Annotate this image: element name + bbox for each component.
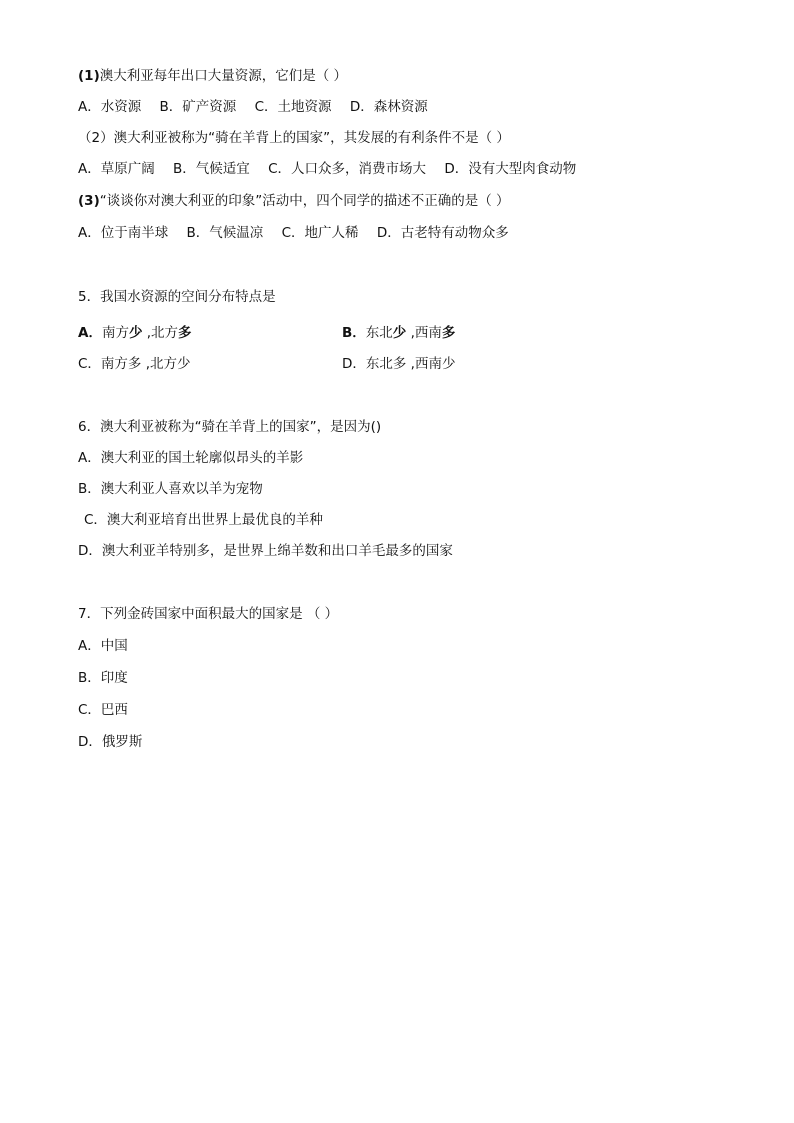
- q6-option-b[interactable]: B．澳大利亚人喜欢以羊为宠物: [78, 481, 263, 497]
- q4-sub3-stem: [78, 192, 510, 210]
- q4-sub1-option-d[interactable]: D．森林资源: [349, 99, 428, 115]
- q5-option-d[interactable]: D．东北多 ,西南少: [342, 356, 456, 372]
- q4-sub3-options: [78, 224, 509, 242]
- q5-option-b-letter: B．: [342, 325, 366, 341]
- q5-row2: [78, 355, 456, 373]
- q6-option-a[interactable]: A．澳大利亚的国土轮廓似昂头的羊影: [78, 450, 304, 466]
- q4-sub2-option-a[interactable]: A．草原广阔: [78, 161, 155, 177]
- q7-option-d[interactable]: D．俄罗斯: [78, 734, 143, 750]
- q4-sub1-option-c[interactable]: C．土地资源: [254, 99, 332, 115]
- q7-option-a[interactable]: A．中国: [78, 638, 128, 654]
- q4-sub3-option-d[interactable]: D．古老特有动物众多: [376, 225, 509, 241]
- q5-option-a-letter: A．: [78, 325, 102, 341]
- q5-option-a[interactable]: [78, 325, 192, 341]
- q4-sub1-option-b[interactable]: B．矿产资源: [159, 99, 237, 115]
- q4-sub2-options: [78, 160, 576, 178]
- q5-option-a-text: 南方: [101, 325, 129, 341]
- q5-stem: 5．我国水资源的空间分布特点是: [78, 289, 276, 305]
- q5-option-b[interactable]: [342, 324, 455, 342]
- q7-stem: 7．下列金砖国家中面积最大的国家是 （ ）: [78, 606, 339, 622]
- q4-sub1-number: (1): [78, 68, 100, 84]
- q4-sub3-number: (3): [78, 193, 100, 209]
- q5-option-b-bold1: 少: [392, 325, 407, 341]
- q5-row1: [78, 324, 456, 342]
- q4-sub2-option-b[interactable]: B．气候适宜: [173, 161, 250, 177]
- q7-option-b[interactable]: B．印度: [78, 670, 128, 686]
- q4-sub2-option-c[interactable]: C．人口众多，消费市场大: [268, 161, 427, 177]
- q5-option-a-bold1: 少: [128, 325, 143, 341]
- q6-option-c[interactable]: C．澳大利亚培育出世界上最优良的羊种: [84, 512, 323, 528]
- q5-option-b-mid: ,西南: [406, 325, 442, 341]
- q4-sub1-stem: [78, 67, 347, 85]
- q5-option-b-text: 东北: [365, 325, 393, 341]
- q7-option-c[interactable]: C．巴西: [78, 702, 128, 718]
- q4-sub1-option-a[interactable]: A．水资源: [78, 99, 142, 115]
- q4-sub3-option-a[interactable]: A．位于南半球: [78, 225, 169, 241]
- q4-sub3-option-c[interactable]: C．地广人稀: [281, 225, 359, 241]
- q5-option-a-bold2: 多: [178, 325, 192, 341]
- q4-sub1-text: 澳大利亚每年出口大量资源，它们是（ ）: [99, 68, 348, 84]
- q4-sub3-option-b[interactable]: B．气候温凉: [186, 225, 264, 241]
- q4-sub2-stem: （2）澳大利亚被称为“骑在羊背上的国家”，其发展的有利条件不是（ ）: [78, 130, 510, 146]
- q4-sub3-text: “谈谈你对澳大利亚的印象”活动中，四个同学的描述不正确的是（ ）: [99, 193, 510, 209]
- q6-option-d[interactable]: D．澳大利亚羊特别多，是世界上绵羊数和出口羊毛最多的国家: [78, 543, 453, 559]
- q5-option-a-mid: ,北方: [142, 325, 179, 341]
- q4-sub1-options: [78, 98, 428, 116]
- q4-sub2-option-d[interactable]: D．没有大型肉食动物: [444, 161, 577, 177]
- q6-stem: 6．澳大利亚被称为“骑在羊背上的国家”，是因为(): [78, 419, 382, 435]
- q5-option-c[interactable]: C．南方多 ,北方少: [78, 356, 191, 372]
- q5-option-b-bold2: 多: [441, 325, 456, 341]
